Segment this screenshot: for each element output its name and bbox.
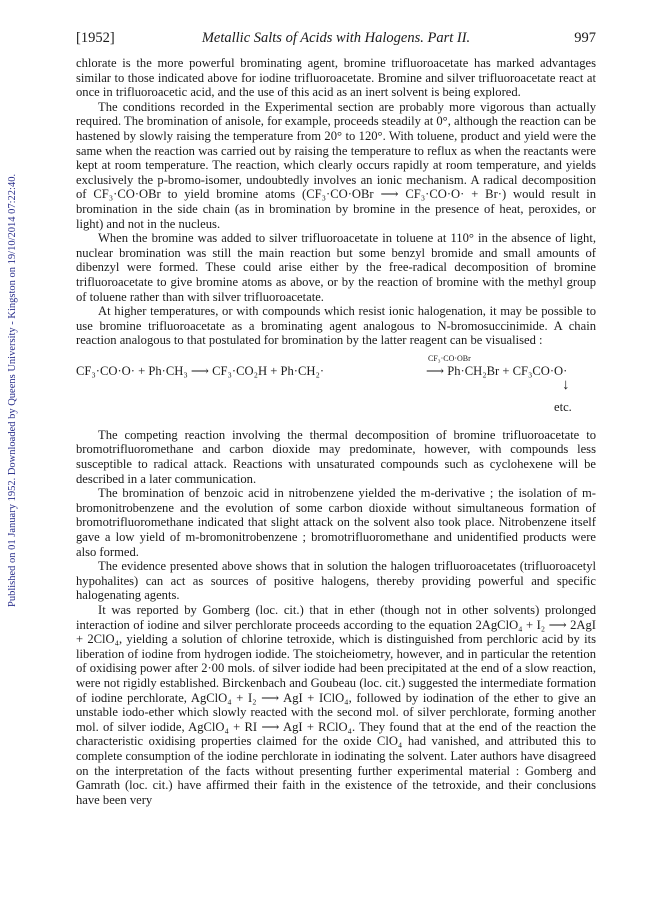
download-watermark: Published on 01 January 1952. Downloaded by Queens University - Kingston on 19/10/2014 07:22:40.: [7, 173, 18, 607]
paragraph: The evidence presented above shows that in solution the halogen trifluoroacetates (trifluoroacetyl hypohalites) can act as sources of positive halogens, thereby providing powerful and specific halogenating agents.: [76, 559, 596, 603]
paragraph: The conditions recorded in the Experimental section are probably more vigorous than actually required. The bromination of anisole, for example, proceeds steadily at 0°, although the reaction can be hastened by slowly raising the temperature from 20° to 120°. With toluene, product and yield were the same when the reaction was carried out by raising the temperature to reflux as when the reactants were kept at room temperature. The reaction, which clearly occurs rapidly at room temperature, and yields exclusively the p-bromo-isomer, undoubtedly involves an ionic mechanism. A radical decomposition of CF₃·CO·OBr to yield bromine atoms (CF₃·CO·OBr ⟶ CF₃·CO·O· + Br·) would result in bromination in the side chain (as in bromination by bromine in the presence of heat, peroxides, or light) and not in the nucleus.: [76, 99, 596, 231]
header-title: Metallic Salts of Acids with Halogens. Part II.: [201, 30, 471, 46]
down-arrow-icon: ↓: [562, 376, 570, 393]
equation-etc: etc.: [554, 399, 572, 414]
page-number: 997: [574, 30, 596, 46]
article-body: [76, 56, 596, 807]
paragraph: The competing reaction involving the thermal decomposition of bromine trifluoroacetate to bromotrifluoromethane and carbon dioxide may predominate, however, with compounds less susceptible to radical attack. Reactions with unsaturated compounds such as cyclohexene will be described in a later communication.: [76, 427, 596, 486]
paragraph: The bromination of benzoic acid in nitrobenzene yielded the m-derivative ; the isolation of m-bromonitrobenzene and the evolution of some carbon dioxide without simultaneous formation of bromotrifluoromethane indicated that slight attack on the solvent also took place. Nitrobenzene itself gave a low yield of m-bromonitrobenzene ; bromotrifluoromethane and unidentified products were also formed.: [76, 486, 596, 559]
running-header: [76, 30, 596, 50]
paragraph: When the bromine was added to silver trifluoroacetate in toluene at 110° in the absence of light, nuclear bromination was still the main reaction but some benzyl bromide and small amounts of dibenzyl were formed. These could arise either by the free-radical decomposition of bromine trifluoroacetate to give bromine atoms as above, or by the reaction of bromine with the methyl group of toluene rather than with silver trifluoroacetate.: [76, 231, 596, 304]
paragraph: It was reported by Gomberg (loc. cit.) that in ether (though not in other solvents) prolonged interaction of iodine and silver perchlorate proceeds according to the equation 2AgClO₄ + I₂ ⟶ 2AgI + 2ClO₄, yielding a solution of chlorine tetroxide, which is distinguished from perchloric acid by its liberation of iodine from hydrogen iodide. The stoicheiometry, however, and in particular the retention of oxidising power after 2·00 mols. of silver iodide had been precipitated at the end of a slow reaction, were not rigidly established. Birckenbach and Goubeau (loc. cit.) suggested the intermediate formation of iodine perchlorate, AgClO₄ + I₂ ⟶ AgI + IClO₄, followed by iodination of the ether to give an unstable iodo-ether which slowly reacted with the second mol. of silver perchlorate, forming another mol. of silver iodide, AgClO₄ + RI ⟶ AgI + RClO₄. They found that at the end of the reaction the characteristic oxidising properties claimed for the oxide ClO₄ had vanished, and attributed this to complete consumption of the iodine perchlorate in iodinating the solvent. Later authors have disagreed on the interpretation of the facts without presenting further experimental material : Gomberg and Gamrath (loc. cit.) have affirmed their faith in the existence of the tetroxide, and their conclusions have been very: [76, 603, 596, 807]
chain-reaction-equation: [76, 352, 596, 420]
paragraph: chlorate is the more powerful brominating agent, bromine trifluoroacetate has marked advantages similar to those indicated above for iodine trifluoroacetate. Bromine and silver trifluoroacetate react at once in trifluoroacetic acid, and the use of this acid as an inert solvent is being explored.: [76, 56, 596, 100]
equation-right-side: ⟶ Ph·CH₂Br + CF₃CO·O·: [426, 363, 568, 378]
equation-left-side: CF₃·CO·O· + Ph·CH₃ ⟶ CF₃·CO₂H + Ph·CH₂·: [76, 363, 325, 378]
header-year: [1952]: [76, 30, 115, 46]
paragraph: At higher temperatures, or with compounds which resist ionic halogenation, it may be possible to use bromine trifluoroacetate as a brominating agent analogous to N-bromosuccinimide. A chain reaction analogous to that postulated for bromination by the latter reagent can be visualised :: [76, 304, 596, 348]
equation-arrow-reagent: CF₃·CO·OBr: [428, 353, 471, 363]
